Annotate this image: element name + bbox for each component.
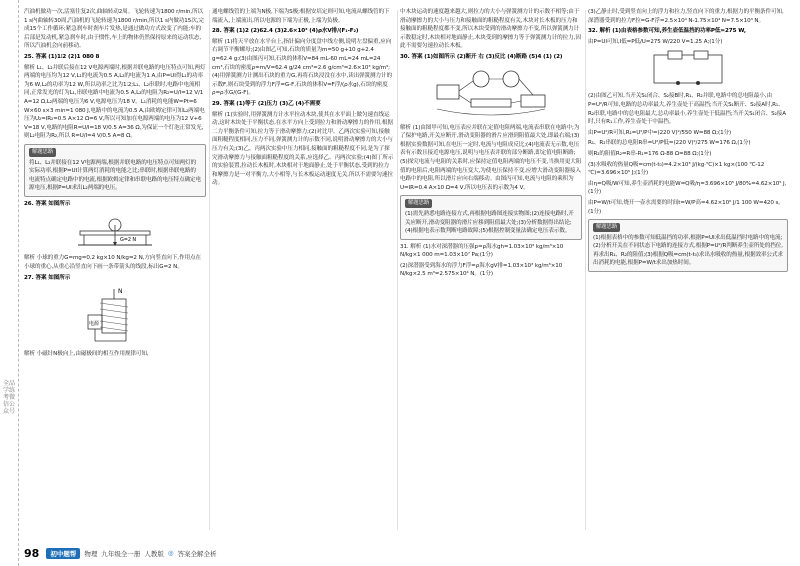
fig27-label: 电源 [89, 321, 99, 328]
answer-27: 27. 答案 如图所示 [24, 274, 71, 281]
binding-gutter [0, 0, 19, 566]
note-tag: 解题思路 [405, 199, 432, 208]
section-label: 答案全解全析 [177, 549, 217, 558]
note-text: (1)需先熟悉电路连接方式,再根据电路图连接实物图;(2)连接电路时,开关应断开,滑动变阻器的滑片应移到阻值最大处;(3)分析数据得出结论;(4)根据电表示数判断电路故障;(5)根据控制变量法确定电压表示数。 [405, 210, 574, 235]
subject-label: 物理 [84, 549, 98, 558]
paragraph: 通电螺线管的上端为N极,下端为S极;根据安培定则可知,电流从螺线管的下端流入,上端流出,所以电源的下端为正极,上端为负极。 [212, 9, 390, 24]
paragraph: 汽油机做功一次,活塞往复2次,曲轴转动2周。飞轮转速为1800 r/min,所以1 s内曲轴转30周,汽油机的飞轮转速为1800 r/min,所以1 s内做功15次,完成15个工作循环;紧急刹车时刹车片发热,是通过做功方式改变了内能;车的后部是发动机,紧急刹车时,由于惯性,车上的物体仍然保持原来的运动状态,所以汽油机会向前移动。 [24, 9, 204, 50]
step: R₁、R₂串联的总电阻R串=U²/P低=(220 V)²/275 W=176 Ω,(1分) [588, 140, 751, 147]
note-tag: 解题思路 [29, 148, 56, 157]
paragraph: (3)乙静止时,受到竖直向上的浮力和拉力,竖直向下的重力,根据力的平衡条件可知,深潜器受到的拉力F拉=G-F浮=2.5×10⁴ N-1.75×10⁴ N=7.5×10³ N。 [588, 9, 784, 24]
answer-29: 29. 答案 (1)等于 (2)压力 (3)乙 (4)不需要 [212, 100, 321, 107]
analysis-31-cont: (2)深潜器受到海水的浮力F浮=ρ海水gV排=1.03×10³ kg/m³×10 N/kg×2.5 m³=2.575×10⁴ N。(1分) [400, 262, 563, 278]
section-icon: ◎ [167, 549, 174, 557]
step: 由P=W/t可知,烧开一壶水需要的时间t=W/P高=4.62×10⁵ J/1 100 W=420 s。(1分) [588, 199, 784, 215]
analysis-26: 解析 小球的重力G=mg=0.2 kg×10 N/kg=2 N,方向竖直向下,作用点在小球的重心,从重心沿竖直向下画一条带箭头的线段,标出G=2 N。 [24, 255, 201, 271]
answer-26: 26. 答案 如图所示 [24, 200, 71, 207]
answer-25: 25. 答案 (1)1∶2 (2)1 080 8 [24, 53, 100, 60]
solenoid-figure [80, 285, 150, 347]
brand-label: 初中题帮 [46, 548, 80, 559]
step: 则R₂的阻值R₂=R串-R₁=176 Ω-88 Ω=88 Ω;(1分) [588, 150, 712, 157]
analysis-31: 31. 解析 (1)水对深潜器的压强p=ρ海水gh=1.03×10³ kg/m³×10 N/kg×1 000 m=1.03×10⁷ Pa;(1分) [400, 243, 564, 259]
analysis-25: 解析 L₁、L₂并联后接在12 V电源两端时,根据并联电路的电压特点可知,两灯两端的电压均为12 V,L₁的电流为0.5 A,L₂的电流为1 A,由P=UI得L₁的功率为6 W,L₂的功率为12 W,所以功率之比为1∶2;L₁、L₂串联时,电路中电流相同,正常发光的灯为L₁,串联电路中电流为0.5 A,L₂的电阻为R₂=U/I=12 V/1 A=12 Ω,L₂两端的电压为6 V,电源电压为18 V。L₁消耗的电能W=Pt=6 W×60 s×3 min=1 080 J,电路中的电流为0.5 A,由欧姆定律可知L₂两端电压为U₂=IR₂=0.5 A×12 Ω=6 V,所以可知加在电源两端的电压为12 V+6 V=18 V,电路的电阻R=U/I=18 V/0.5 A=36 Ω,为保证一个灯泡正常发光,则L₂电阻为R₂,所以 R=U/I=4 V/0.5 A=8 Ω。 [24, 64, 206, 140]
ball-on-stand-figure [70, 211, 160, 251]
note-text: 将L₁、L₂并联接在12 V电源两端,根据并联电路的电压特点可知两灯的实际功率,根据P=UI计算两灯消耗的电能之比;串联时,根据串联电路的电流特点确定电路中的电流,根据欧姆定律和串联电路的电压特点确定电源电压,根据P=UI求出L₂两端的电压。 [29, 159, 201, 192]
column-1 [24, 8, 206, 538]
column-divider [585, 10, 586, 530]
gutter-text: 全品学练考微信公众号 [2, 380, 15, 415]
grade-label: 九年级全一册 [101, 549, 141, 558]
kettle-circuit-figure [648, 49, 728, 89]
analysis-29: 解析 (1)实验时,用弹簧测力计水平拉动木块,使其在水平面上做匀速直线运动,这时木块处于平衡状态,在水平方向上受到拉力和滑动摩擦力的作用,根据二力平衡条件可知,拉力等于滑动摩擦力;(2)对比甲、乙两次实验可知,接触面粗糙程度相同,压力不同,弹簧测力计的示数不同,说明滑动摩擦力的大小与压力有关;(3)乙、丙两次实验中压力相同,接触面的粗糙程度不同,是为了探究滑动摩擦力与接触面粗糙程度的关系,应选择乙、丙两次实验;(4)图丁所示的实验装置,拉动长木板时,木块相对于地面静止,处于平衡状态,受到的拉力和摩擦力是一对平衡力,大小相等,与长木板运动速度无关,所以不需要匀速拉动。 [212, 111, 394, 187]
paragraph: 中木块运动的速度越来越大,则拉力的大小与弹簧测力计的示数不相等;由于滑动摩擦力的大小与压力和接触面的粗糙程度有关,木块对长木板的压力和接触面的粗糙程度都不变,所以木块受到的滑动摩擦力不变,所以弹簧测力计示数稳定时,木块相对地面静止,木块受到的摩擦力等于弹簧测力计的拉力,因此不需要匀速拉动长木板。 [400, 9, 581, 50]
step: (3)水吸收的热量Q吸=cm(t-t₀)=4.2×10³ J/(kg·℃)×1 kg×(100 ℃-12 ℃)=3.696×10⁵ J;(1分) [588, 161, 765, 177]
column-2 [212, 8, 394, 538]
answer-30: 30. 答案 (1)如图所示 (2)断开 右 (3)反比 (4)断路 (5)4 (1) (2) [400, 53, 563, 60]
step: 由P=U²/R可知,R₁=U²/P中=(220 V)²/550 W=88 Ω;(1分) [588, 129, 732, 136]
note-tag: 解题思路 [593, 223, 620, 232]
note-text: (1)根据表格中的参数可知低温挡的功率,根据P=UI求出低温挡时电路中的电流;(2)分析开关在不同状态下电路的连接方式,根据P=U²/R判断养生壶所处的挡位,再求出R₁、R₂的阻值;(3)根据Q吸=cm(t-t₀)求出水吸收的热量,根据效率公式求出消耗的电能,根据P=W/t求出加热时间。 [593, 234, 783, 267]
solution-note [24, 144, 206, 197]
step: (2)由图乙可知,当开关S₁闭合、S₂接B时,R₁、R₂并联,电路中的总电阻最小,由P=U²/R可知,电路的总功率最大,养生壶处于高温挡;当开关S₁断开、S₂接A时,R₁、R₂串联,电路中的总电阻最大,总功率最小,养生壶处于低温挡;当开关S₁闭合、S₂接A时,只有R₁工作,养生壶处于中温挡。 [588, 93, 786, 126]
answer-32: 32. 解析 (1)由表格参数可知,养生壶低温挡的功率P低=275 W, [588, 28, 746, 35]
column-divider [209, 10, 210, 530]
analysis-30: 解析 (1)由图甲可知,电压表应并联在定值电阻两端,电流表串联在电路中;为了保护电路,开关应断开,滑动变阻器的滑片应滑到阻值最大处,即最右端;(3)根据实验数据可知,在电压一定时,电流与电阻成反比;(4)电流表无示数,电压表有示数且接近电源电压,说明与电压表并联的部分断路,即定值电阻断路;(5)探究电流与电阻的关系时,应保持定值电阻两端的电压不变,当换用更大阻值的电阻后,电阻两端的电压变大,为使电压保持不变,应增大滑动变阻器接入电路中的电阻,所以滑片应向右端移动。由图丙可知,电流与电阻的乘积为U=IR=0.4 A×10 Ω=4 V,所以电压表的示数为4 V。 [400, 124, 582, 191]
step: 由P=UI可知,I低=P低/U=275 W/220 V=1.25 A;(1分) [588, 38, 723, 45]
analysis-28: 解析 (1)将天平放在水平台上,指针偏向分度盘中线左侧,说明左盘偏重,应向右调节平衡螺母;(2)由图乙可知,石块的质量为m=50 g+10 g+2.4 g=62.4 g;(3)由图丙可知,石块的体积V=84 mL-60 mL=24 mL=24 cm³,石块的密度ρ=m/V=62.4 g/24 cm³=2.6 g/cm³=2.6×10³ kg/m³;(4)用弹簧测力计测出石块的重力G,再将石块浸没在水中,读出弹簧测力计的示数F,则石块受到的浮力F浮=G-F,石块的体积V=F浮/(ρ水g),石块的密度ρ=ρ水G/(G-F)。 [212, 38, 393, 97]
analysis-27: 解析 小磁针N极向上,由磁极间的相互作用规律可知, [24, 351, 149, 358]
column-divider [397, 10, 398, 530]
column-4 [588, 8, 788, 538]
column-3 [400, 8, 582, 538]
circuit-figure [431, 65, 551, 121]
answer-28: 28. 答案 (1)2 (2)62.4 (3)2.6×10³ (4)ρ水V排/(F₁-F₂) [212, 28, 359, 35]
step: 由η=Q吸/W可知,养生壶消耗的电能W=Q吸/η=3.696×10⁵ J/80%=4.62×10⁵ J,(1分) [588, 180, 787, 196]
edition-label: 人教版 [144, 549, 164, 558]
svg-text:N: N [118, 288, 123, 296]
page-number: 98 [24, 546, 40, 560]
page-footer [24, 546, 284, 560]
fig26-label: G=2 N [120, 237, 137, 244]
solution-note [588, 219, 788, 272]
solution-note [400, 195, 582, 239]
